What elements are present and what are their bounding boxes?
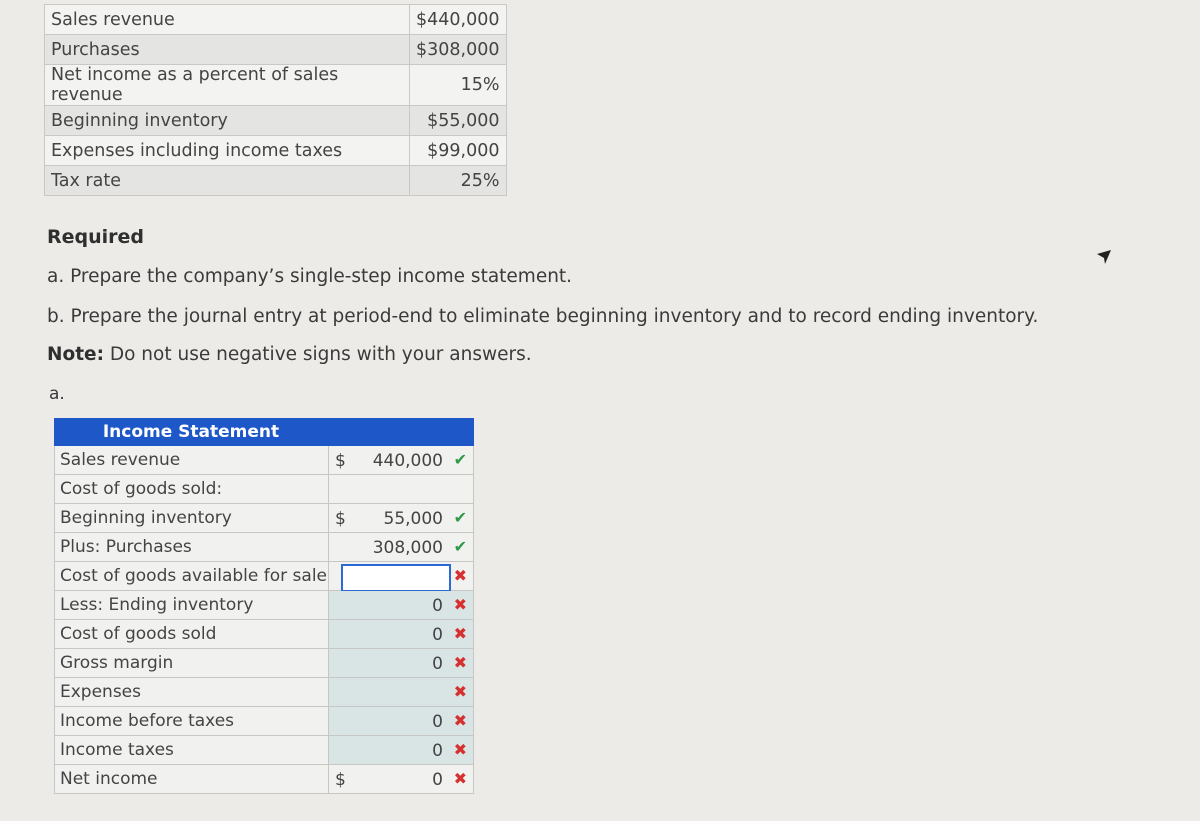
row-amount-cell (329, 446, 474, 475)
statement-row (55, 620, 474, 649)
given-label: Expenses including income taxes (45, 136, 410, 166)
given-row (45, 106, 507, 136)
x-icon: ✖ (453, 595, 467, 614)
part-a-label: a. (49, 384, 65, 404)
statement-row (55, 649, 474, 678)
amount-value[interactable]: 308,000 (372, 538, 443, 558)
row-label: Cost of goods available for sale (55, 562, 329, 591)
statement-row (55, 736, 474, 765)
statement-row (55, 707, 474, 736)
dollar-sign: $ (335, 770, 346, 790)
row-label: Income before taxes (55, 707, 329, 736)
statement-row (55, 678, 474, 707)
amount-value[interactable]: 0 (432, 770, 443, 790)
given-label: Beginning inventory (45, 106, 410, 136)
instruction-note (47, 344, 532, 365)
required-heading: Required (47, 226, 145, 248)
statement-row (55, 533, 474, 562)
dollar-sign: $ (335, 451, 346, 471)
amount-value[interactable]: 0 (432, 712, 443, 732)
note-text: Do not use negative signs with your answers. (103, 344, 532, 365)
given-row (45, 166, 507, 196)
given-row (45, 136, 507, 166)
given-row (45, 65, 507, 106)
row-label: Cost of goods sold: (55, 475, 329, 504)
row-label: Plus: Purchases (55, 533, 329, 562)
row-amount-cell (329, 649, 474, 678)
note-label: Note: (47, 344, 104, 365)
given-row (45, 5, 507, 35)
statement-row (55, 446, 474, 475)
row-label: Income taxes (55, 736, 329, 765)
dollar-sign: $ (335, 509, 346, 529)
given-data-table (44, 4, 507, 196)
given-value: $55,000 (410, 106, 507, 136)
amount-value[interactable]: 0 (432, 654, 443, 674)
row-label: Gross margin (55, 649, 329, 678)
row-amount-cell (329, 707, 474, 736)
given-label: Sales revenue (45, 5, 410, 35)
amount-value[interactable]: 440,000 (372, 451, 443, 471)
check-icon: ✔ (453, 508, 467, 527)
row-amount-cell (329, 765, 474, 794)
given-label: Tax rate (45, 166, 410, 196)
amount-value[interactable]: 55,000 (383, 509, 443, 529)
given-row (45, 35, 507, 65)
row-amount-cell (329, 591, 474, 620)
statement-row (55, 504, 474, 533)
check-icon: ✔ (453, 450, 467, 469)
row-amount-cell (329, 475, 474, 504)
row-label: Net income (55, 765, 329, 794)
amount-value[interactable]: 0 (432, 596, 443, 616)
income-statement-title: Income Statement (102, 422, 280, 442)
instruction-a: a. Prepare the company’s single-step income statement. (47, 266, 573, 287)
row-amount-cell (329, 562, 474, 591)
x-icon: ✖ (453, 711, 467, 730)
mouse-pointer-icon (1096, 248, 1112, 266)
x-icon: ✖ (453, 740, 467, 759)
row-label: Cost of goods sold (55, 620, 329, 649)
row-label: Expenses (55, 678, 329, 707)
x-icon: ✖ (453, 769, 467, 788)
given-value: $308,000 (410, 35, 507, 65)
row-label: Beginning inventory (55, 504, 329, 533)
row-amount-cell (329, 504, 474, 533)
row-label: Sales revenue (55, 446, 329, 475)
row-amount-cell (329, 678, 474, 707)
amount-value[interactable]: 0 (432, 625, 443, 645)
given-value: $440,000 (410, 5, 507, 35)
row-amount-cell (329, 533, 474, 562)
row-label: Less: Ending inventory (55, 591, 329, 620)
amount-value[interactable]: 0 (432, 741, 443, 761)
x-icon: ✖ (453, 682, 467, 701)
statement-row (55, 562, 474, 591)
statement-row (55, 765, 474, 794)
statement-row (55, 475, 474, 504)
x-icon: ✖ (453, 653, 467, 672)
statement-row (55, 591, 474, 620)
income-statement-table (54, 418, 474, 794)
given-value: 25% (410, 166, 507, 196)
row-amount-cell (329, 736, 474, 765)
income-statement-header (55, 419, 474, 446)
given-value: 15% (410, 65, 507, 106)
check-icon: ✔ (453, 537, 467, 556)
given-label: Purchases (45, 35, 410, 65)
instruction-b: b. Prepare the journal entry at period-end to eliminate beginning inventory and to record ending inventory. (47, 306, 1039, 327)
cogs-available-input[interactable] (341, 564, 451, 592)
x-icon: ✖ (453, 624, 467, 643)
row-amount-cell (329, 620, 474, 649)
x-icon: ✖ (453, 566, 467, 585)
given-label: Net income as a percent of sales revenue (45, 65, 410, 106)
given-value: $99,000 (410, 136, 507, 166)
